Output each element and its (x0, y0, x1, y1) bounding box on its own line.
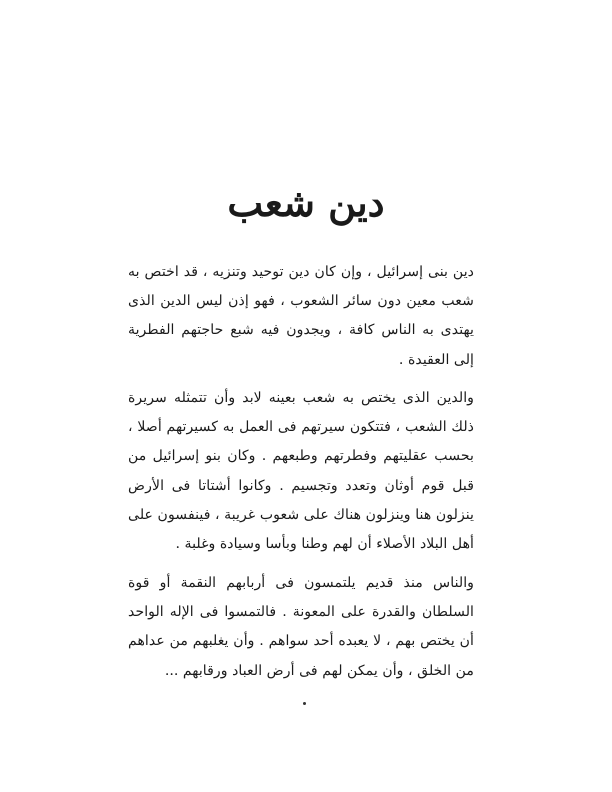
page-dot-mark (303, 702, 306, 705)
paragraph-2: والدين الذى يختص به شعب بعينه لابد وأن تتمثله سريرة ذلك الشعب ، فتتكون سيرتهم فى العمل به كسيرتهم أصلا ، بحسب عقليتهم وفطرتهم وطبعهم . وكان بنو إسرائيل من قبل قوم أوثان وتعدد وتجسيم . وكانوا أشتاتا فى الأرض ينزلون هنا وينزلون هناك على شعوب غريبة ، فينفسون على أهل البلاد الأصلاء أن لهم وطنا وبأسا وسيادة وغلبة . (128, 390, 474, 553)
paragraph-1: دين بنى إسرائيل ، وإن كان دين توحيد وتنزيه ، قد اختص به شعب معين دون سائر الشعوب ، فهو إذن ليس الدين الذى يهتدى به الناس كافة ، ويجدون فيه شبع حاجتهم الفطرية إلى العقيدة . (128, 264, 474, 368)
chapter-title: دين شعب (227, 180, 385, 225)
paragraph-3: والناس منذ قديم يلتمسون فى أربابهم النقمة أو قوة السلطان والقدرة على المعونة . فالتمسوا فى الإله الواحد أن يختص بهم ، لا يعبده أحد سواهم . وأن يغلبهم من عداهم من الخلق ، وأن يمكن لهم فى أرض العباد ورقابهم ... (128, 575, 474, 679)
